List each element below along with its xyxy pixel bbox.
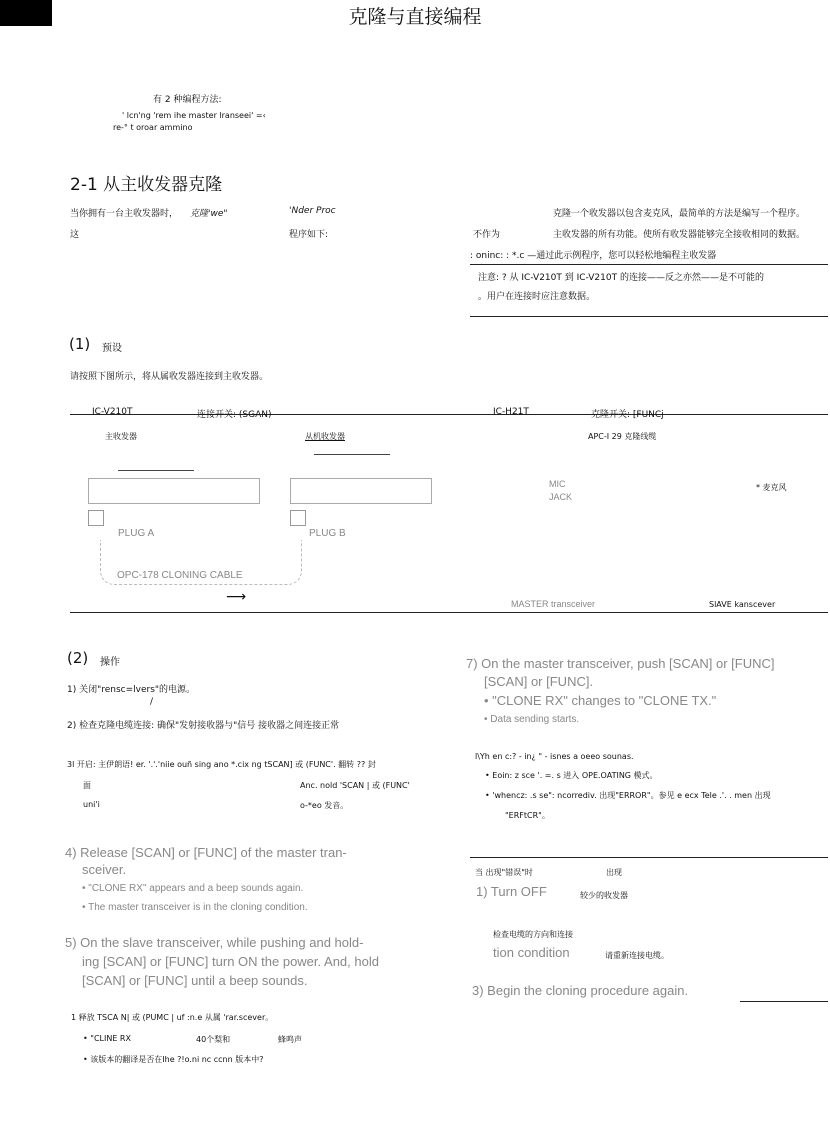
s21-r2c: 不作为 bbox=[473, 230, 501, 240]
step-6b1: • "CLINE RX bbox=[83, 1034, 131, 1043]
step-1: 1) 关闭"rensc=lvers"的电源。 bbox=[67, 685, 196, 695]
error-rule bbox=[470, 857, 828, 858]
s21-r1c: 'Nder Proc bbox=[289, 206, 336, 216]
step-8d: "ERFtCR"。 bbox=[505, 811, 550, 820]
operation-title: 操作 bbox=[100, 657, 120, 668]
step-3b: 面 bbox=[83, 781, 91, 790]
diagram-slave-label: 从机收发器 bbox=[305, 432, 345, 441]
error-4b: 请重新连接电缆。 bbox=[605, 951, 669, 960]
slave-tx-label: SlAVE kanscever bbox=[709, 600, 776, 609]
note-line2: 。用户在连接时应注意数据。 bbox=[478, 292, 596, 302]
diagram-bottom-rule bbox=[70, 612, 828, 613]
step-6c: • 该版本的翻译是否在Ihe ?!o.ni nc ccnn 版本中? bbox=[83, 1055, 264, 1064]
intro-line2: re-° t oroar ammino bbox=[113, 123, 193, 132]
error-2b: 较少的收发器 bbox=[580, 891, 628, 900]
step-3a: 3l 开启: 主伊朗语! er. '.'.'niie ouñ sing ano *.cix ng tSCAN] 或 (FUNC'. 翻转 ?? 封 bbox=[67, 760, 376, 769]
diagram-top-rule bbox=[70, 414, 828, 415]
mic-jack-label-2: JACK bbox=[549, 492, 573, 502]
step-6b2: 40个梨和 bbox=[196, 1035, 231, 1044]
operation-num: (2) bbox=[67, 649, 89, 667]
s21-r1a: 当你拥有一台主收发器时， bbox=[70, 209, 179, 219]
diagram-switch-right: 克隆开关: [FUNCj bbox=[591, 410, 664, 420]
step-7d: • Data sending starts. bbox=[484, 714, 580, 725]
note-rule-top bbox=[470, 264, 828, 265]
error-2a: 1) Turn OFF bbox=[476, 884, 547, 899]
step-5c: [SCAN] or [FUNC] until a beep sounds. bbox=[82, 973, 308, 988]
s21-r2a: 这 bbox=[70, 230, 80, 240]
step-7c: • "CLONE RX" changes to "CLONE TX." bbox=[484, 693, 717, 708]
step-3e: o-*eo 发音。 bbox=[300, 801, 349, 810]
diagram-master-label: 主收发器 bbox=[105, 432, 137, 441]
diagram-model-right: IC-H21T bbox=[493, 407, 529, 417]
step-8c: • 'whencz: .s se": ncorrediv. 出现"ERROR"。参见 e ecx Tele .'. . men 出现 bbox=[485, 791, 771, 800]
step-5b: ing [SCAN] or [FUNC] turn ON the power. And, hold bbox=[82, 954, 379, 969]
intro-line1: ' lcn'ng 'rem ihe master lranseei' =‹ bbox=[122, 111, 266, 120]
plug-b-icon bbox=[290, 510, 306, 526]
s21-r2b: 程序如下: bbox=[289, 230, 329, 240]
microphone-label: * 麦克风 bbox=[756, 483, 787, 492]
step-8: l\Yh en c:? - in¿ " - isnes a oeeo sounas. bbox=[475, 752, 634, 761]
step-1-mark: / bbox=[150, 697, 154, 707]
mic-jack-label-1: MIC bbox=[549, 479, 566, 489]
step-6b3: 蜂鸣声 bbox=[278, 1035, 302, 1044]
section-title: 2-1 从主收发器克隆 bbox=[70, 175, 223, 195]
note-rule-bottom bbox=[470, 316, 828, 317]
master-radio-icon bbox=[88, 478, 260, 504]
step-6a: 1 释放 TSCA N| 或 (PUMC | uf :n.e 从属 'rar.scever。 bbox=[71, 1013, 274, 1022]
error-1a: 当 出现"错误"时 bbox=[475, 868, 533, 877]
s21-r1d: 克隆一个收发器以包含麦克风，最简单的方法是编写一个程序。 bbox=[553, 209, 806, 219]
s21-r2d: 主收发器的所有功能。使所有收发器能够完全接收相同的数据。 bbox=[553, 230, 806, 240]
step-4a: 4) Release [SCAN] or [FUNC] of the master tran- bbox=[65, 845, 347, 860]
diagram-switch-left: 连接开关: (SGAN) bbox=[197, 410, 272, 420]
error-3: 检查电缆的方向和连接 bbox=[493, 930, 573, 939]
intro-methods: 有 2 种编程方法: bbox=[153, 95, 222, 105]
error-5-rule bbox=[740, 1001, 828, 1002]
s21-r3: : oninc: : *.c —通过此示例程序，您可以轻松地编程主收发器 bbox=[470, 251, 717, 261]
step-4d: • The master transceiver is in the cloning condition. bbox=[82, 902, 308, 913]
arrow-right-icon: ⟶ bbox=[226, 589, 247, 605]
error-4a: tion condition bbox=[493, 945, 570, 960]
cable-left-label: OPC-178 CLONING CABLE bbox=[117, 570, 243, 581]
page-title: 克隆与直接编程 bbox=[348, 6, 482, 28]
note-line1: 注意: ? 从 IC-V210T 到 IC-V210T 的连接——反之亦然——是不可能的 bbox=[478, 273, 764, 283]
step-3d: uni'i bbox=[83, 800, 100, 809]
preset-title: 预设 bbox=[102, 343, 122, 354]
step-7b: [SCAN] or [FUNC]. bbox=[484, 674, 594, 689]
plug-b-label: PLUG B bbox=[309, 528, 346, 539]
step-2: 2) 检查克隆电缆连接: 确保"发射接收器与"信号 接收器之间连接正常 bbox=[67, 721, 340, 731]
s21-r1b: 克隆'we" bbox=[190, 209, 228, 219]
plug-a-icon bbox=[88, 510, 104, 526]
error-5: 3) Begin the cloning procedure again. bbox=[472, 983, 689, 998]
diagram-leader bbox=[314, 454, 390, 455]
step-8b: • Eoin: z sce '. =. s 进入 OPE.OATING 模式。 bbox=[485, 771, 658, 780]
diagram-leader-2 bbox=[118, 470, 194, 471]
master-tx-label: MASTER transceiver bbox=[511, 599, 596, 609]
step-4c: • "CLONE RX" appears and a beep sounds again. bbox=[82, 883, 304, 894]
step-7a: 7) On the master transceiver, push [SCAN] or [FUNC] bbox=[466, 656, 775, 671]
preset-num: (1) bbox=[69, 335, 91, 353]
error-1b: 出现 bbox=[606, 868, 622, 877]
slave-radio-icon bbox=[290, 478, 432, 504]
step-5a: 5) On the slave transceiver, while pushing and hold- bbox=[65, 935, 364, 950]
plug-a-label: PLUG A bbox=[118, 528, 155, 539]
diagram-cable-right: APC-I 29 克隆线缆 bbox=[588, 432, 657, 441]
preset-desc: 请按照下图所示，将从属收发器连接到主收发器。 bbox=[70, 372, 269, 382]
diagram-model-left: IC-V210T bbox=[92, 407, 133, 417]
step-3c: Anc. nold 'SCAN | 或 (FUNC' bbox=[300, 781, 410, 790]
step-4b: sceiver. bbox=[82, 862, 127, 877]
